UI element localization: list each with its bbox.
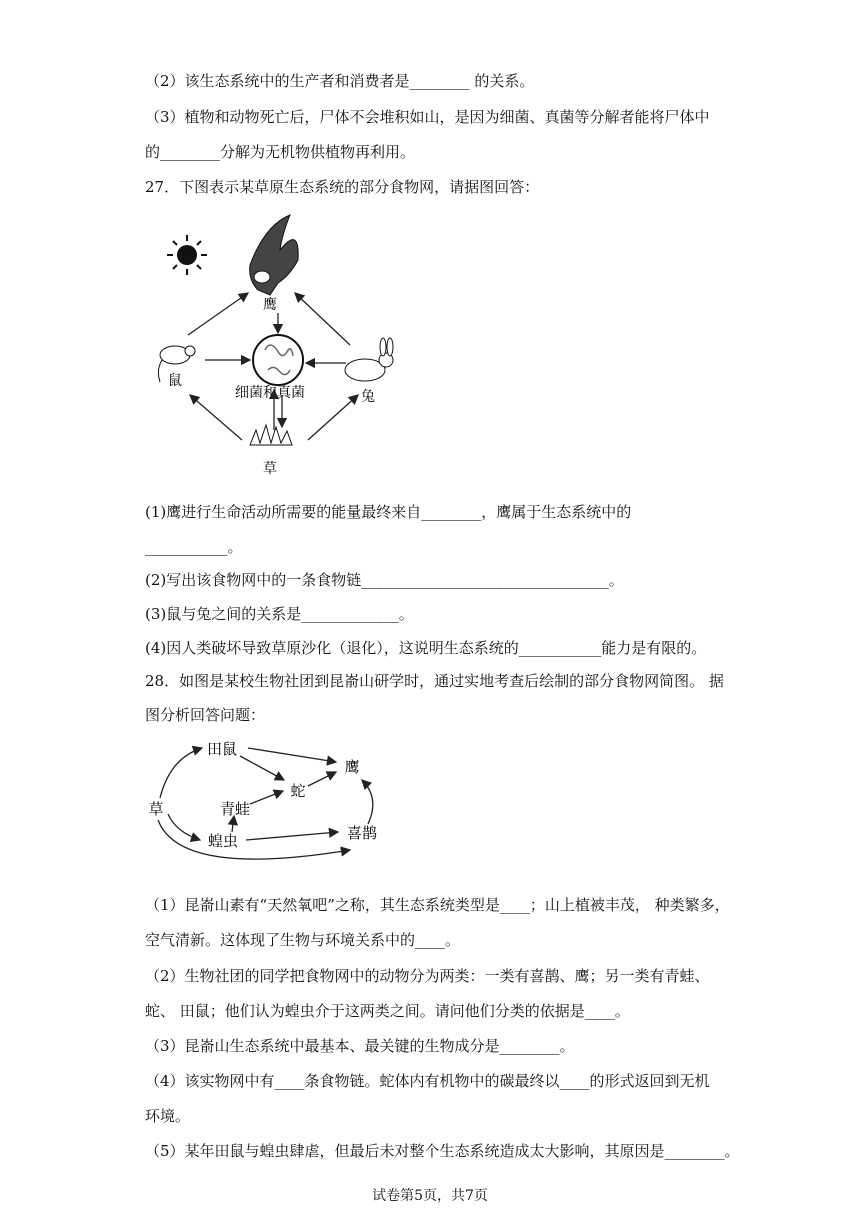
- question-28-4-cont: 环境。: [145, 1107, 191, 1125]
- question-26-3-cont: 的________分解为无机物供植物再利用。: [145, 143, 416, 161]
- question-26-3: （3）植物和动物死亡后，尸体不会堆积如山，是因为细菌、真菌等分解者能将尸体中: [145, 108, 710, 126]
- food-web-figure-1: [150, 205, 420, 485]
- question-28-4: （4）该实物网中有____条食物链。蛇体内有机物中的碳最终以____的形式返回到无机: [145, 1072, 710, 1090]
- mouse-label: 鼠: [168, 373, 182, 389]
- snake-label: 蛇: [290, 782, 306, 800]
- eagle-icon: [250, 215, 299, 295]
- question-27-title: 27．下图表示某草原生态系统的部分食物网，请据图回答：: [145, 178, 540, 196]
- grass-icon: [250, 425, 292, 445]
- decomposer-icon: [253, 335, 303, 385]
- rabbit-icon: [345, 338, 393, 381]
- frog-label: 青蛙: [219, 800, 251, 818]
- magpie-label: 喜鹊: [346, 824, 378, 842]
- rabbit-label: 兔: [361, 389, 375, 405]
- question-27-3: (3)鼠与兔之间的关系是_____________。: [145, 605, 414, 623]
- question-27-1: (1)鹰进行生命活动所需要的能量最终来自________，鹰属于生态系统中的: [145, 503, 632, 521]
- page-footer: 试卷第5页，共7页: [372, 1188, 488, 1204]
- question-28-1-cont: 空气清新。这体现了生物与环境关系中的____。: [145, 931, 461, 949]
- food-web-figure-2: [140, 728, 400, 880]
- field-mouse-label: 田鼠: [206, 740, 238, 758]
- question-28-title-cont: 图分析回答问题：: [145, 706, 266, 724]
- question-28-2: （2）生物社团的同学把食物网中的动物分为两类：一类有喜鹊、鹰；另一类有青蛙、: [145, 967, 710, 985]
- sun-icon: [167, 235, 207, 275]
- question-26-2: （2）该生态系统中的生产者和消费者是________ 的关系。: [145, 72, 535, 90]
- eagle-label-2: 鹰: [344, 758, 360, 776]
- question-28-2-cont: 蛇、 田鼠；他们认为蝗虫介于这两类之间。请问他们分类的依据是____。: [145, 1002, 630, 1020]
- question-28-5: （5）某年田鼠与蝗虫肆虐，但最后未对整个生态系统造成太大影响，其原因是________。: [145, 1142, 740, 1160]
- question-27-2: (2)写出该食物网中的一条食物链_________________________________。: [145, 571, 624, 589]
- grass-label: 草: [263, 461, 277, 477]
- question-28-1: （1）昆嵛山素有“天然氧吧”之称，其生态系统类型是____；山上植被丰茂， 种类繁多，: [145, 896, 730, 914]
- question-28-3: （3）昆嵛山生态系统中最基本、最关键的生物成分是________。: [145, 1037, 575, 1055]
- question-27-4: (4)因人类破坏导致草原沙化（退化），这说明生态系统的___________能力是有限的。: [145, 639, 707, 657]
- question-28-title: 28．如图是某校生物社团到昆嵛山研学时，通过实地考查后绘制的部分食物网简图。 据: [145, 672, 724, 690]
- eagle-label: 鹰: [263, 297, 277, 313]
- locust-label: 蝗虫: [207, 832, 239, 850]
- decomposer-label: 细菌和真菌: [235, 385, 305, 401]
- question-27-1-cont: ___________。: [145, 538, 243, 556]
- grass-label-2: 草: [148, 800, 164, 818]
